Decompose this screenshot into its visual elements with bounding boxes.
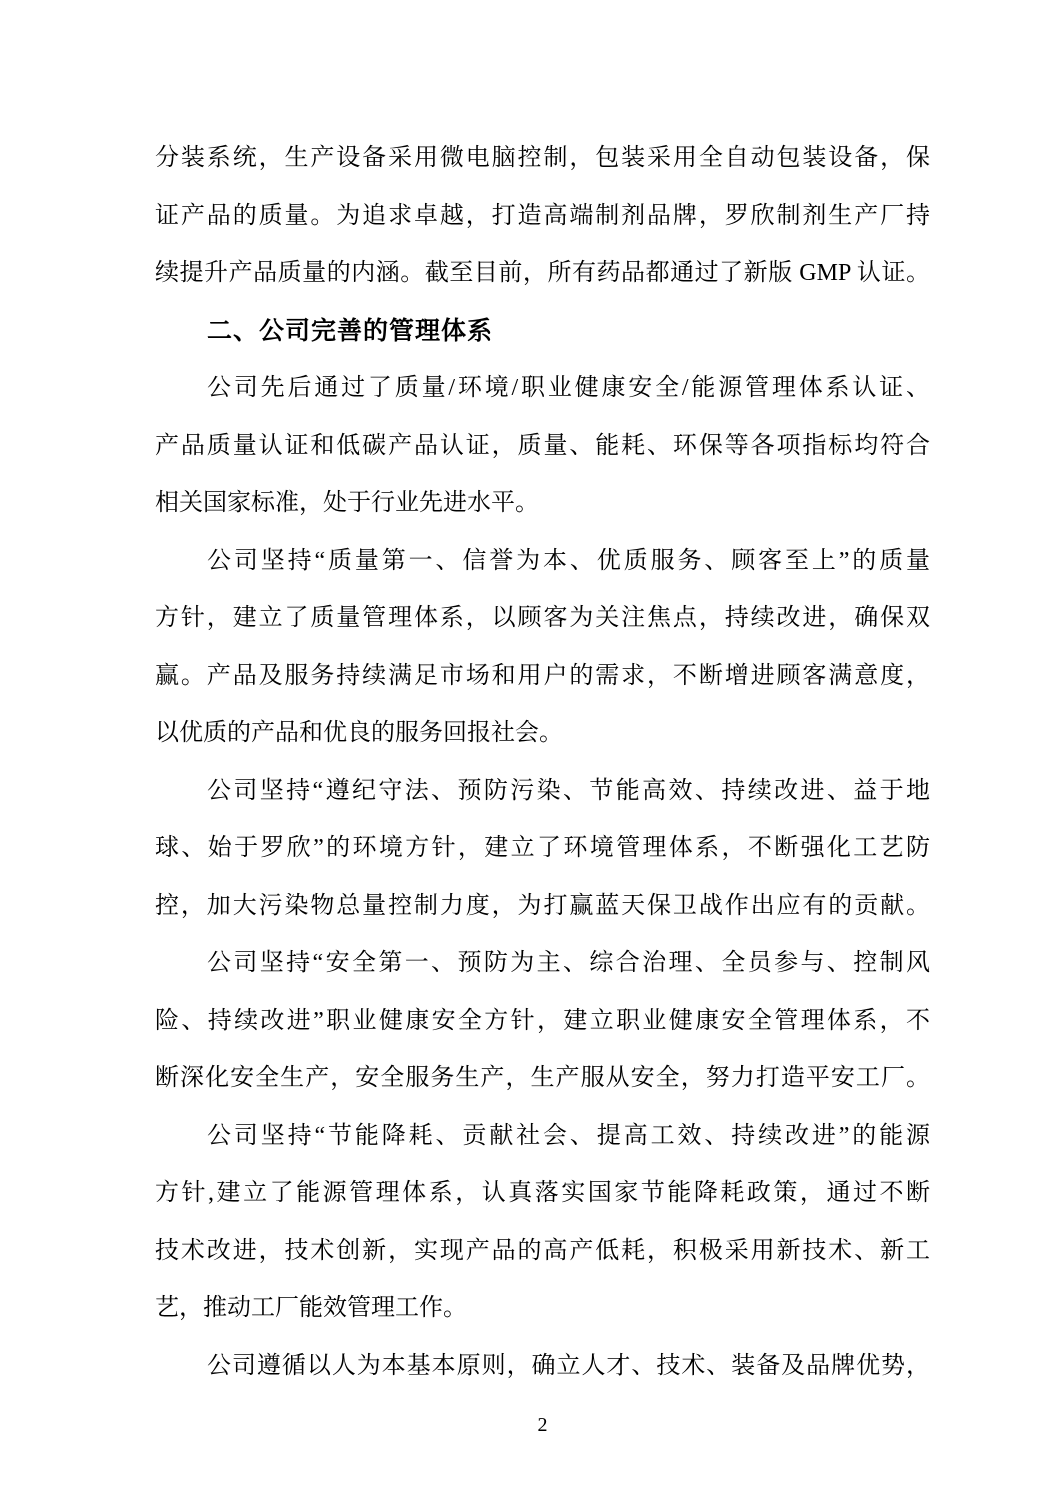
paragraph-3-line-3: 赢。产品及服务持续满足市场和用户的需求，不断增进顾客满意度， bbox=[155, 662, 930, 689]
page-number: 2 bbox=[537, 1414, 548, 1436]
paragraph-2-line-3: 相关国家标准，处于行业先进水平。 bbox=[155, 490, 539, 516]
paragraph-1-line-1: 分装系统，生产设备采用微电脑控制，包装采用全自动包装设备，保 bbox=[155, 145, 930, 171]
paragraph-4-line-1: 公司坚持“遵纪守法、预防污染、节能高效、持续改进、益于地 bbox=[207, 777, 930, 804]
paragraph-4-line-2: 球、始于罗欣”的环境方针，建立了环境管理体系，不断强化工艺防 bbox=[155, 835, 930, 861]
document-body bbox=[155, 130, 930, 1395]
paragraph-6-line-1: 公司坚持“节能降耗、贡献社会、提高工效、持续改进”的能源 bbox=[207, 1122, 930, 1149]
page-footer bbox=[155, 1414, 930, 1437]
paragraph-5-line-2: 险、持续改进”职业健康安全方针，建立职业健康安全管理体系，不 bbox=[155, 1007, 930, 1034]
paragraph-3-line-4: 以优质的产品和优良的服务回报社会。 bbox=[155, 720, 563, 746]
paragraph-1-line-2: 证产品的质量。为追求卓越，打造高端制剂品牌，罗欣制剂生产厂持 bbox=[155, 202, 930, 229]
paragraph-4-line-3: 控，加大污染物总量控制力度，为打赢蓝天保卫战作出应有的贡献。 bbox=[155, 892, 930, 919]
paragraph-2-line-1: 公司先后通过了质量/环境/职业健康安全/能源管理体系认证、 bbox=[207, 375, 930, 401]
paragraph-7-line-1: 公司遵循以人为本基本原则，确立人才、技术、装备及品牌优势， bbox=[207, 1352, 930, 1379]
paragraph-6-line-4: 艺，推动工厂能效管理工作。 bbox=[155, 1295, 467, 1321]
paragraph-1-line-3: 续提升产品质量的内涵。截至目前，所有药品都通过了新版 GMP 认证。 bbox=[155, 260, 930, 286]
paragraph-3-line-1: 公司坚持“质量第一、信誉为本、优质服务、顾客至上”的质量 bbox=[207, 547, 930, 574]
section-heading: 二、公司完善的管理体系 bbox=[207, 317, 494, 345]
paragraph-2-line-2: 产品质量认证和低碳产品认证，质量、能耗、环保等各项指标均符合 bbox=[155, 432, 930, 459]
paragraph-6-line-2: 方针,建立了能源管理体系，认真落实国家节能降耗政策，通过不断 bbox=[155, 1180, 930, 1206]
paragraph-5-line-3: 断深化安全生产，安全服务生产，生产服从安全，努力打造平安工厂。 bbox=[155, 1065, 930, 1091]
paragraph-6-line-3: 技术改进，技术创新，实现产品的高产低耗，积极采用新技术、新工 bbox=[155, 1237, 930, 1264]
paragraph-3-line-2: 方针，建立了质量管理体系，以顾客为关注焦点，持续改进，确保双 bbox=[155, 605, 930, 631]
paragraph-5-line-1: 公司坚持“安全第一、预防为主、综合治理、全员参与、控制风 bbox=[207, 950, 930, 976]
